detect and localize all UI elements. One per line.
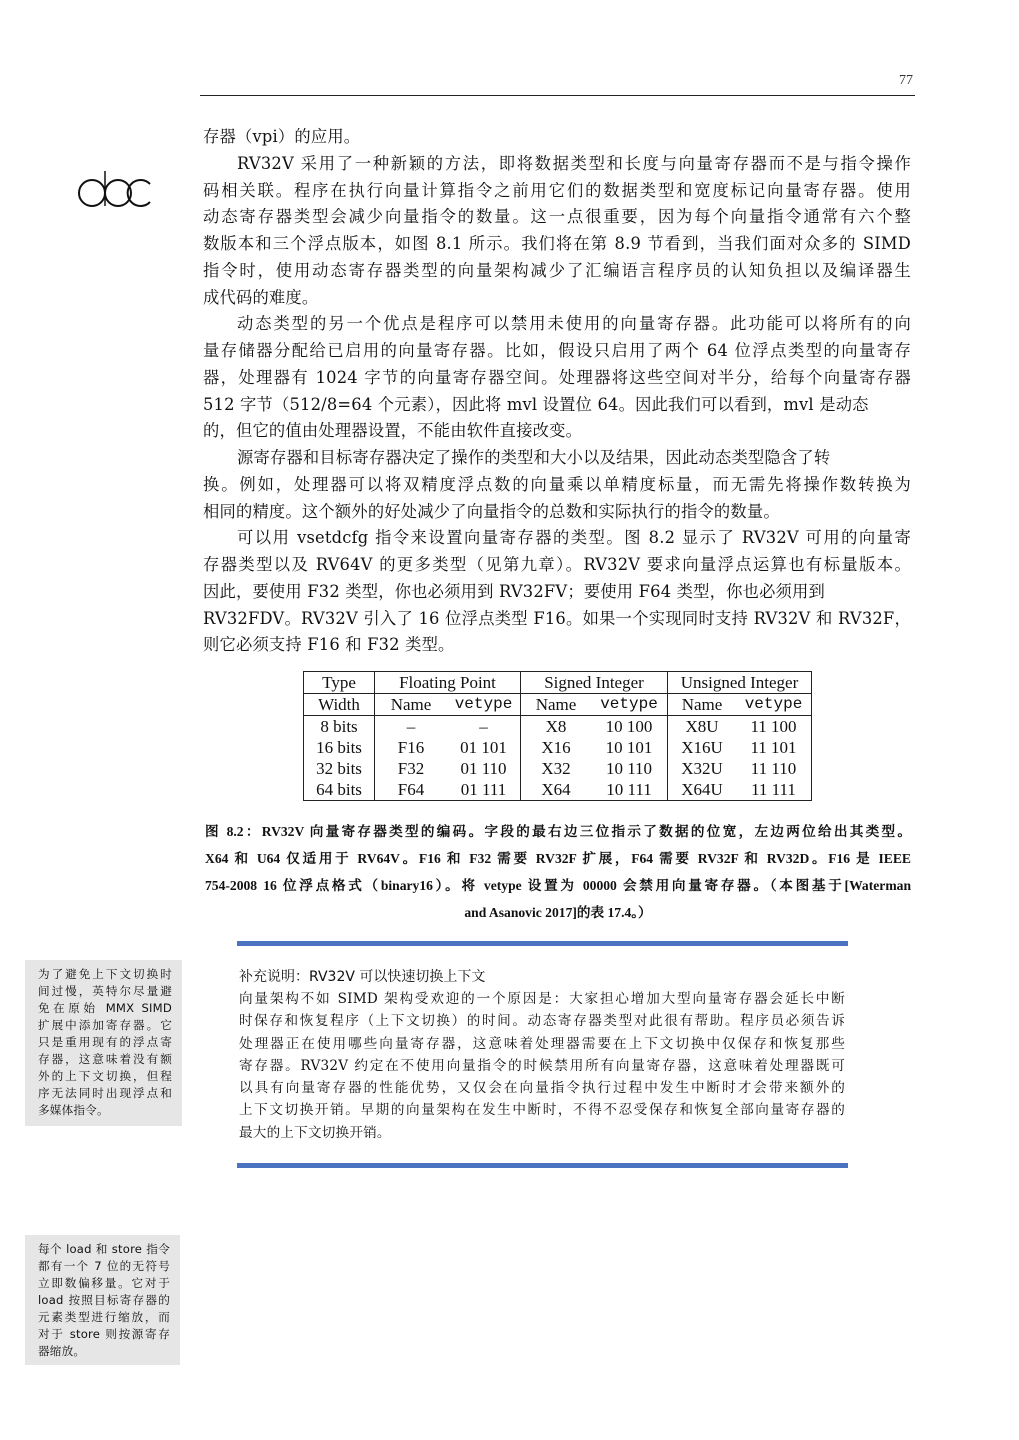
text-line: 的，但它的值由处理器设置，不能由软件直接改变。 xyxy=(203,421,583,441)
table-cell: 01 110 xyxy=(460,759,507,778)
table-header: Name xyxy=(521,694,592,716)
text-line: 数版本和三个浮点版本，如图 8.1 所示。我们将在第 8.9 节看到，当我们面对众多的 SIMD xyxy=(203,234,911,253)
table-cell: 01 101 xyxy=(460,738,507,757)
text-line: 成代码的难度。 xyxy=(203,287,319,307)
caption-line: and Asanovic 2017]的表 17.4。） xyxy=(464,905,652,920)
table-cell: 64 bits xyxy=(316,780,362,799)
margin-note xyxy=(25,1235,180,1365)
text-line: 立即数偏移量。它对于 xyxy=(38,1276,170,1290)
table-cell: – xyxy=(375,716,448,738)
header-rule xyxy=(200,95,915,96)
sidebar-bottom-bar xyxy=(237,1163,848,1168)
text-line: 向量架构不如 SIMD 架构受欢迎的一个原因是：大家担心增加大型向量寄存器会延长中断 xyxy=(239,991,845,1007)
text-line: 扩展中添加寄存器。它 xyxy=(38,1018,172,1032)
table-cell: X32 xyxy=(521,758,592,779)
sidebar-text xyxy=(239,988,845,1144)
table-cell: X8U xyxy=(668,716,737,738)
vector-type-table xyxy=(303,671,812,801)
table-cell: F16 xyxy=(375,737,448,758)
text-line: 为了避免上下文切换时 xyxy=(38,967,172,981)
text-line: 器缩放。 xyxy=(38,1344,86,1358)
sidebar-top-bar xyxy=(237,941,848,946)
table-cell: X64U xyxy=(668,779,737,801)
text-line: 可以用 vsetdcfg 指令来设置向量寄存器的类型。图 8.2 显示了 RV32V 可用的向量寄 xyxy=(237,528,911,548)
text-line: 间过慢，英特尔尽量避 xyxy=(38,984,172,998)
text-line: 都有一个 7 位的无符号 xyxy=(38,1259,170,1273)
text-line: 多媒体指令。 xyxy=(38,1103,109,1117)
caption-line: 图 8.2：RV32V 向量寄存器类型的编码。字段的最右边三位指示了数据的位宽，左边两位给出其类型。 xyxy=(205,824,911,839)
figure-caption xyxy=(205,818,911,926)
text-line: 元素类型进行缩放，而 xyxy=(38,1310,170,1324)
text-line: load 按照目标寄存器的 xyxy=(38,1293,170,1307)
table-cell: X32U xyxy=(668,758,737,779)
table-cell: – xyxy=(479,717,488,736)
text-line: 512 字节（512/8=64 个元素），因此将 mvl 设置位 64。因此我们可以看到，mvl 是动态 xyxy=(203,394,869,414)
table-row xyxy=(304,779,812,801)
margin-note xyxy=(25,960,182,1126)
table-group-header-row xyxy=(304,672,812,694)
text-line: 相同的精度。这个额外的好处减少了向量指令的总数和实际执行的指令的数量。 xyxy=(203,501,780,521)
abc-logo-icon xyxy=(70,160,160,220)
page-number: 77 xyxy=(899,73,913,88)
text-line: 指令时，使用动态寄存器类型的向量架构减少了汇编语言程序员的认知负担以及编译器生 xyxy=(203,260,911,280)
table-cell: 11 111 xyxy=(751,780,796,799)
text-line: RV32FDV。RV32V 引入了 16 位浮点类型 F16。如果一个实现同时支持 RV32V 和 RV32F， xyxy=(203,608,911,628)
text-line: 对于 store 则按源寄存 xyxy=(38,1327,170,1341)
text-line: 只是重用现有的浮点寄 xyxy=(38,1035,172,1049)
table-cell: 11 100 xyxy=(750,717,797,736)
text-line: 外的上下文切换，但程 xyxy=(38,1069,172,1083)
text-line: 存器（vpi）的应用。 xyxy=(203,127,361,146)
table-row xyxy=(304,758,812,779)
text-line: 码相关联。程序在执行向量计算指令之前用它们的数据类型和宽度标记向量寄存器。使用 xyxy=(203,180,911,200)
table-cell: 01 111 xyxy=(460,780,507,799)
table-cell: F32 xyxy=(375,758,448,779)
table-cell: 11 110 xyxy=(750,759,797,778)
table-cell: 10 110 xyxy=(605,759,653,778)
text-line: 器，处理器有 1024 字节的向量寄存器空间。处理器将这些空间对半分，给每个向量寄存器 xyxy=(203,367,911,387)
table-cell: F64 xyxy=(375,779,448,801)
text-line: 以具有向量寄存器的性能优势，又仅会在向量指令执行过程中发生中断时才会带来额外的 xyxy=(239,1080,845,1097)
caption-line: 754-2008 16 位浮点格式（binary16）。将 vetype 设置为 00000 会禁用向量寄存器。（本图基于[Waterman xyxy=(205,878,911,893)
table-header: Unsigned Integer xyxy=(668,672,812,694)
sidebar-title: 补充说明：RV32V 可以快速切换上下文 xyxy=(239,969,486,985)
table-cell: 32 bits xyxy=(316,759,362,778)
text-line: 序无法同时出现浮点和 xyxy=(38,1086,172,1100)
text-line: 上下文切换开销。早期的向量架构在发生中断时，不得不忍受保存和恢复全部向量寄存器的 xyxy=(239,1102,845,1119)
table-sub-header-row xyxy=(304,694,812,716)
text-line: 最大的上下文切换开销。 xyxy=(239,1124,391,1141)
text-line: 存器，这意味着没有额 xyxy=(38,1052,172,1066)
table-row xyxy=(304,716,812,738)
table-header: vetype xyxy=(447,694,521,716)
caption-line: X64 和 U64 仅适用于 RV64V。F16 和 F32 需要 RV32F 扩展，F64 需要 RV32F 和 RV32D。F16 是 IEEE xyxy=(205,851,911,866)
text-line: 则它必须支持 F16 和 F32 类型。 xyxy=(203,635,455,655)
table-cell: X16U xyxy=(668,737,737,758)
table-header: Type xyxy=(304,672,375,694)
table-cell: 10 111 xyxy=(606,780,652,799)
table-cell: 10 101 xyxy=(605,738,653,757)
text-line: RV32V 采用了一种新颖的方法，即将数据类型和长度与向量寄存器而不是与指令操作 xyxy=(237,153,911,173)
body-text xyxy=(203,124,911,659)
text-line: 动态类型的另一个优点是程序可以禁用未使用的向量寄存器。此功能可以将所有的向 xyxy=(237,314,911,334)
table-header: vetype xyxy=(736,694,812,716)
table-cell: X8 xyxy=(521,716,592,738)
text-line: 存器类型以及 RV64V 的更多类型（见第九章）。RV32V 要求向量浮点运算也有标量版本。 xyxy=(203,555,911,574)
table-header: Name xyxy=(668,694,737,716)
table-header: Width xyxy=(304,694,375,716)
table-cell: X16 xyxy=(521,737,592,758)
table-cell: 11 101 xyxy=(750,738,797,757)
table-cell: 16 bits xyxy=(316,738,362,757)
table-row xyxy=(304,737,812,758)
text-line: 处理器正在使用哪些向量寄存器，这意味着处理器需要在上下文切换中仅保存和恢复那些 xyxy=(239,1035,845,1052)
text-line: 换。例如，处理器可以将双精度浮点数的向量乘以单精度标量，而无需先将操作数转换为 xyxy=(203,474,911,494)
text-line: 每个 load 和 store 指令 xyxy=(38,1242,170,1256)
table-header: Signed Integer xyxy=(521,672,668,694)
table-header: Floating Point xyxy=(375,672,521,694)
text-line: 动态寄存器类型会减少向量指令的数量。这一点很重要，因为每个向量指令通常有六个整 xyxy=(203,207,911,227)
table-cell: X64 xyxy=(521,779,592,801)
table-cell: 10 100 xyxy=(605,717,653,736)
table-header: Name xyxy=(375,694,448,716)
text-line: 时保存和恢复程序（上下文切换）的时间。动态寄存器类型对此很有帮助。程序员必须告诉 xyxy=(239,1013,845,1030)
table-header: vetype xyxy=(591,694,668,716)
text-line: 量存储器分配给已启用的向量寄存器。比如，假设只启用了两个 64 位浮点类型的向量寄存 xyxy=(203,341,911,360)
table-cell: 8 bits xyxy=(320,717,358,736)
text-line: 寄存器。RV32V 约定在不使用向量指令的时候禁用所有向量寄存器，这意味着处理器既可 xyxy=(239,1057,845,1074)
text-line: 免在原始 MMX SIMD xyxy=(38,1001,172,1015)
text-line: 源寄存器和目标寄存器决定了操作的类型和大小以及结果，因此动态类型隐含了转 xyxy=(237,448,831,467)
text-line: 因此，要使用 F32 类型，你也必须用到 RV32FV；要使用 F64 类型，你也必须用到 xyxy=(203,581,825,601)
